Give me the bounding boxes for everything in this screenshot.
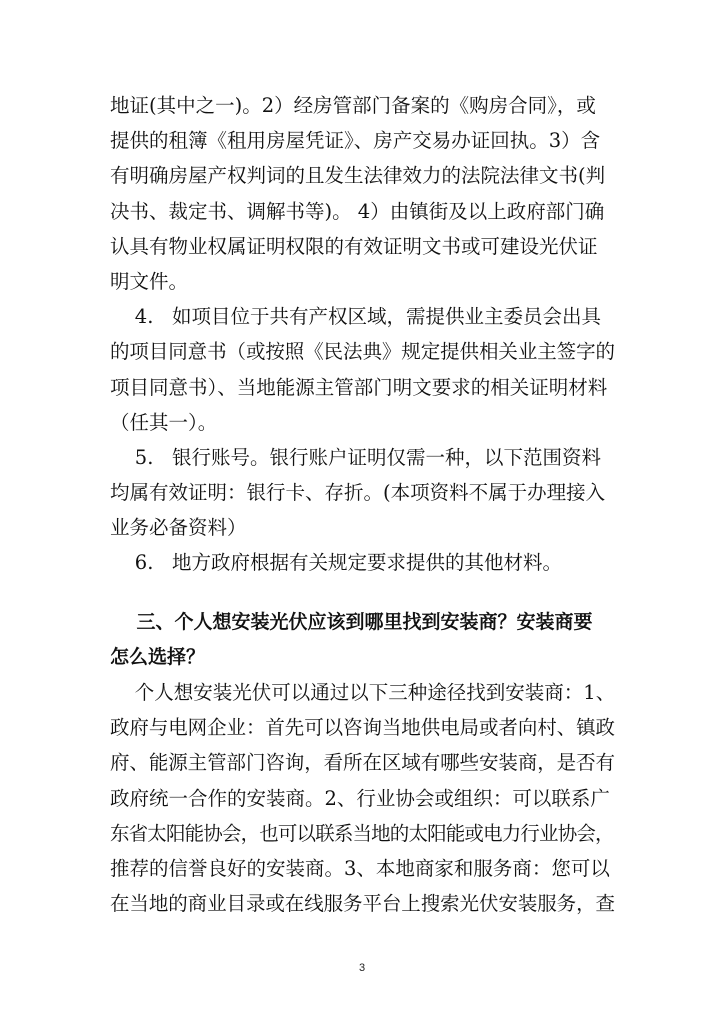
paragraph-line: 在当地的商业目录或在线服务平台上搜索光伏安装服务，查 bbox=[110, 892, 615, 916]
paragraph-line: 提供的租簿《租用房屋凭证》、房产交易办证回执。3）含 bbox=[110, 129, 601, 153]
paragraph-line: 项目同意书）、当地能源主管部门明文要求的相关证明材料 bbox=[110, 375, 608, 399]
paragraph-line: 政府与电网企业：首先可以咨询当地供电局或者向村、镇政 bbox=[110, 716, 615, 740]
section-heading-line: 怎么选择？ bbox=[110, 645, 206, 668]
paragraph-line: 认具有物业权属证明权限的有效证明文书或可建设光伏证 bbox=[110, 234, 598, 258]
paragraph-line: 均属有效证明：银行卡、存折。(本项资料不属于办理接入 bbox=[110, 481, 606, 505]
paragraph-line: 的项目同意书（或按照《民法典》规定提供相关业主签字的 bbox=[110, 340, 615, 364]
paragraph-line: 4. 如项目位于共有产权区域，需提供业主委员会出具 bbox=[110, 305, 601, 329]
paragraph-line: 府、能源主管部门咨询，看所在区域有哪些安装商，是否有 bbox=[110, 751, 615, 775]
paragraph-line: 明文件。 bbox=[110, 269, 189, 293]
paragraph-line: 有明确房屋产权判词的且发生法律效力的法院法律文书(判 bbox=[110, 164, 606, 188]
section-heading-line: 三、个人想安装光伏应该到哪里找到安装商？安装商要 bbox=[110, 610, 593, 633]
paragraph-line: 6. 地方政府根据有关规定要求提供的其他材料。 bbox=[110, 551, 562, 575]
paragraph-line: 推荐的信誉良好的安装商。3、本地商家和服务商：您可以 bbox=[110, 856, 610, 880]
paragraph-line: 业务必备资料） bbox=[110, 516, 247, 540]
paragraph-line: （任其一）。 bbox=[110, 410, 218, 434]
paragraph-line: 地证(其中之一)。2）经房管部门备案的《购房合同》，或 bbox=[110, 94, 596, 117]
page-number: 3 bbox=[358, 962, 366, 974]
paragraph-line: 政府统一合作的安装商。2、行业协会或组织：可以联系广 bbox=[110, 786, 610, 810]
paragraph-line: 东省太阳能协会，也可以联系当地的太阳能或电力行业协会， bbox=[110, 821, 614, 845]
paragraph-line: 5. 银行账号。银行账户证明仅需一种，以下范围资料 bbox=[110, 445, 601, 469]
paragraph-line: 决书、裁定书、调解书等)。 4）由镇街及以上政府部门确 bbox=[110, 199, 605, 223]
paragraph-line: 个人想安装光伏可以通过以下三种途径找到安装商：1、 bbox=[110, 681, 616, 704]
document-body bbox=[110, 88, 615, 921]
